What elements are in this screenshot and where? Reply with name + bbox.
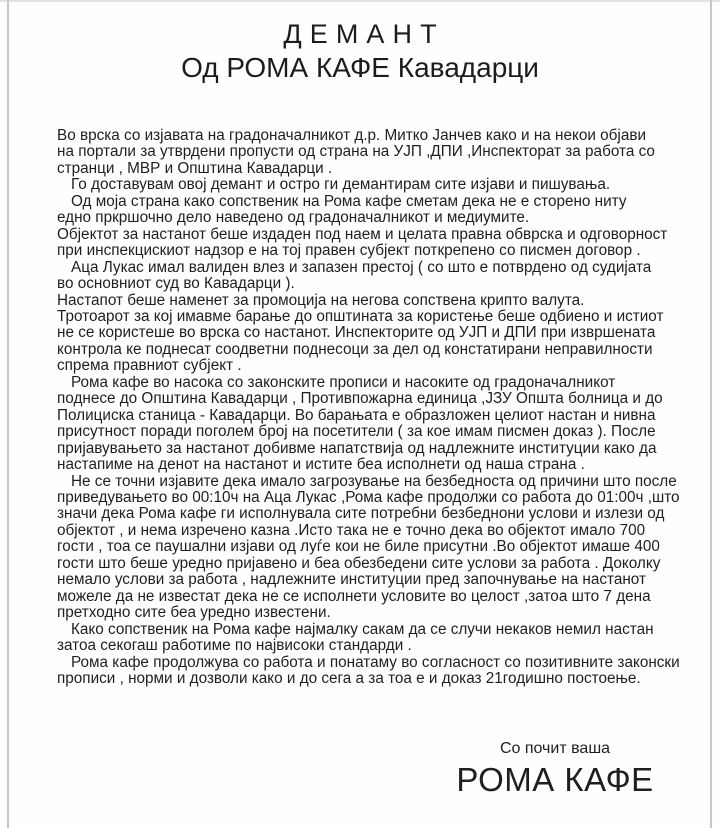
body-line: Аца Лукас имал валиден влез и запазен престој ( со што е потврдено од судијата xyxy=(71,258,652,276)
body-line: можеле да не известат дека не се исполнети условите во целост ,затоа што 7 дена xyxy=(57,587,651,605)
body-line: приведувањето во 00:10ч на Аца Лукас ,Рома кафе продолжи со работа до 01:00ч ,што xyxy=(57,488,680,506)
body-line: затоа секогаш работиме по највисоки стандарди . xyxy=(57,637,412,655)
body-line: претходно сите беа уредно известени. xyxy=(57,604,331,622)
body-line: Од моја страна како сопственик на Рома кафе сметам дека не е сторено ниту xyxy=(71,192,627,210)
body-text xyxy=(57,128,682,687)
document-title: ДЕМАНТ xyxy=(283,19,445,49)
body-line: на портали за утврдени пропусти од страна на УЈП ,ДПИ ,Инспекторат за работа со xyxy=(57,143,655,161)
scan-edge-top xyxy=(0,0,720,2)
body-line: Во врска со изјавата на градоначалникот д.р. Митко Јанчев како и на некои објави xyxy=(57,127,647,144)
body-line: спрема правниот субјект . xyxy=(57,357,242,375)
signature-salutation: Со почит ваша xyxy=(499,740,611,757)
body-line: Како сопственик на Рома кафе најмалку сакам да се случи некаков немил настан xyxy=(71,620,654,638)
body-line: во основниот суд во Кавадарци ). xyxy=(57,275,295,293)
body-line: Рома кафе во насока со законските прописи и насоките од градоначалникот xyxy=(71,373,616,391)
body-line: Рома кафе продолжува со работа и понатаму во согласност со позитивните законски xyxy=(71,653,680,671)
body-line: едно пркршочно дело наведено од градоначалникот и медиумите. xyxy=(57,209,530,227)
body-line: значи дека Рома кафе ги исполнувала сите потребни безбеднони услови и излези од xyxy=(57,505,665,523)
body-line: Го доставувам овој демант и остро ги демантирам сите изјави и пишувања. xyxy=(71,176,611,194)
scan-edge-right xyxy=(710,0,712,828)
scan-edge-left xyxy=(7,0,9,828)
body-line: настапиме на денот на настанот и истите беа исполнети од наша страна . xyxy=(57,456,585,474)
signature-name: РОМА КАФЕ xyxy=(456,761,654,798)
body-line: објектот , и нема изречено казна .Исто така не е точно дека во објектот имало 700 xyxy=(57,521,646,539)
body-line: Не се точни изјавите дека имало загрозување на безбедноста од причини што после xyxy=(71,472,677,490)
body-line: Објектот за настанот беше издаден под наем и целата правна обврска и одговорност xyxy=(57,225,668,243)
signature-block xyxy=(430,739,680,797)
body-line: немало услови за работа , надлежните институции пред започнување на настанот xyxy=(57,571,646,589)
body-line: Полициска станица - Кавадарци. Во барањата е образложен целиот настан и нивна xyxy=(57,406,656,424)
body-line: присутност поради поголем број на посетители ( за кое имам писмен доказ ). После xyxy=(57,423,656,441)
body-line: не се користеше во врска со настанот. Инспекторите од УЈП и ДПИ при извршената xyxy=(57,324,656,342)
body-line: Тротоарот за кој имавме барање до општината за користење беше одбиено и истиот xyxy=(57,307,664,325)
body-line: прописи , норми и дозволи како и до сега а за тоа е и доказ 21годишно постоење. xyxy=(57,669,641,687)
body-line: гости , тоа се паушални изјави од луѓе кои не биле присутни .Во објектот имаше 400 xyxy=(57,538,660,556)
document-subtitle: Од РОМА КАФЕ Кавадарци xyxy=(181,52,539,83)
body-line: странци , МВР и Општина Кавадарци . xyxy=(57,159,333,177)
body-line: Настапот беше наменет за промоција на негова сопствена крипто валута. xyxy=(57,291,585,309)
body-line: при инспекцискиот надзор е на тој правен субјект поткрепено со писмен договор . xyxy=(57,242,641,260)
body-line: контрола ке поднесат соодветни поднесоци за дел од констатирани неправилности xyxy=(57,340,653,358)
body-line: поднесе до Општина Кавадарци , Противпожарна единица ,ЈЗУ Општа болница и до xyxy=(57,390,663,408)
body-line: пријавувањето за настанот добивме напатствија од надлежните институции како да xyxy=(57,439,657,457)
body-line: гости што беше уредно пријавено и беа обезбедени сите услови за работа . Доколку xyxy=(57,554,661,572)
